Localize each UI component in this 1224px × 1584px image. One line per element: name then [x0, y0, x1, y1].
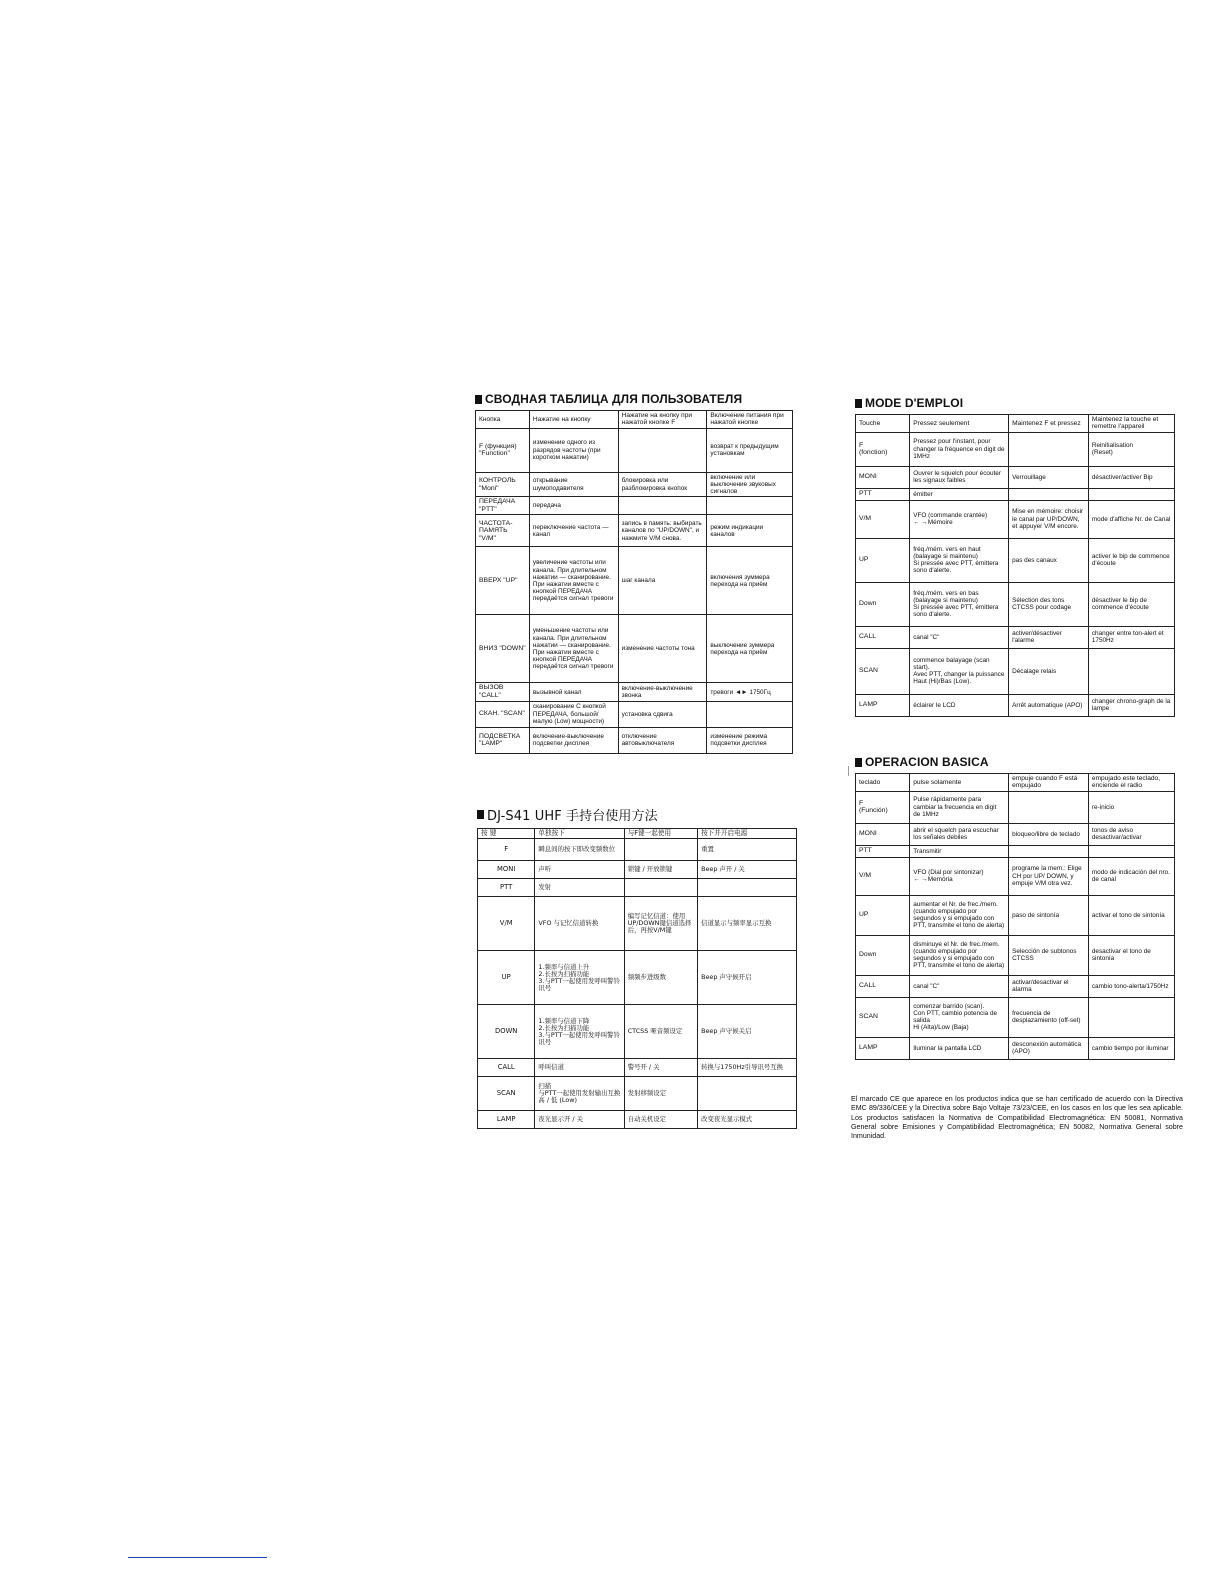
column-header: Maintenez F et pressez — [1009, 415, 1089, 433]
table-cell: activer/désactiver l'alarme — [1009, 626, 1089, 648]
column-header: 与F键一起使用 — [624, 829, 697, 839]
table-cell: уменьшение частоты или канала. При длительном нажатии — сканирование. При нажатии вместе с кнопкой ПЕРЕДАЧА передаётся сигнал тревоги — [529, 615, 618, 683]
key-name-cell: CALL — [856, 626, 910, 648]
key-name-cell: F (Función) — [856, 791, 910, 823]
table-cell: изменение одного из разрядов частоты (при коротком нажатии) — [529, 428, 618, 472]
key-name-cell: CALL — [856, 975, 910, 997]
table-cell — [618, 428, 707, 472]
table-cell — [1009, 845, 1089, 857]
key-name-cell: DOWN — [478, 1005, 535, 1059]
table-cell — [707, 497, 793, 515]
column-header: Включение питания при нажатой кнопке — [707, 411, 793, 429]
table-cell: éclairer le LCD — [910, 694, 1009, 716]
table-cell: 频频步进级数 — [624, 951, 697, 1005]
square-bullet-icon — [855, 399, 862, 408]
key-name-cell: LAMP — [856, 694, 910, 716]
table-cell: Reinitialisation (Reset) — [1088, 432, 1174, 466]
key-name-cell: SCAN — [856, 997, 910, 1037]
table-cell: paso de sintonía — [1009, 895, 1089, 935]
table-row — [856, 488, 1175, 500]
table-cell — [1088, 648, 1174, 694]
table-cell: cambio tiempo por iluminar — [1088, 1037, 1174, 1059]
table-cell: Beep 声守候开启 — [698, 951, 797, 1005]
header-row — [476, 411, 793, 429]
table-row — [478, 1059, 797, 1077]
table-cell: 发射移频设定 — [624, 1077, 697, 1111]
table-row — [856, 582, 1175, 626]
table-cell: 锁键 / 开放锁键 — [624, 861, 697, 879]
key-name-cell: MONI — [856, 466, 910, 488]
table-cell: desactivar el tono de sintonía — [1088, 935, 1174, 975]
table-cell — [624, 879, 697, 897]
key-name-cell: ПОДСВЕТКА "LAMP" — [476, 727, 530, 753]
french-title-text: MODE D'EMPLOI — [865, 396, 964, 410]
table-cell: fréq./mém. vers en haut (balayage si maintenu) Si pressée avec PTT, émittera sono d'alerte. — [910, 538, 1009, 582]
key-name-cell: PTT — [856, 488, 910, 500]
key-name-cell: V/M — [478, 897, 535, 951]
table-row — [476, 497, 793, 515]
table-cell: Mise en mémoire: choisir le canal par UP/DOWN, et appuyer V/M encore. — [1009, 500, 1089, 538]
table-cell: re-inicio — [1088, 791, 1174, 823]
table-cell: pas des canaux — [1009, 538, 1089, 582]
table-row — [478, 839, 797, 861]
table-row — [856, 845, 1175, 857]
column-header: Кнопка — [476, 411, 530, 429]
table-cell: отключение автовыключателя — [618, 727, 707, 753]
column-header: Touche — [856, 415, 910, 433]
table-cell: abrir el squelch para escuchar los señales debiles — [910, 823, 1009, 845]
table-cell: tonos de aviso desactivar/activar — [1088, 823, 1174, 845]
table-row — [476, 615, 793, 683]
table-row — [856, 997, 1175, 1037]
key-name-cell: СКАН. "SCAN" — [476, 701, 530, 727]
key-name-cell: F (функция) "Function" — [476, 428, 530, 472]
table-row — [476, 472, 793, 497]
table-cell: mode d'affiche Nr. de Canal — [1088, 500, 1174, 538]
table-cell: включения зуммера перехода на приём — [707, 547, 793, 615]
column-header: Нажатие на кнопку — [529, 411, 618, 429]
table-cell: fréq./mém. vers en bas (balayage si maintenu) Si pressée avec PTT, émittera sono d'alerte. — [910, 582, 1009, 626]
table-row — [856, 648, 1175, 694]
table-cell: désactiver/activer Bip — [1088, 466, 1174, 488]
table-row — [856, 1037, 1175, 1059]
table-cell: disminuye el Nr. de frec./mem. (cuando empujado por segundos y si empujado con PTT, transmite el tono de alerta) — [910, 935, 1009, 975]
table-cell: передача — [529, 497, 618, 515]
table-cell: возврат к предыдущим установкам — [707, 428, 793, 472]
table-cell: режим индикации каналов — [707, 515, 793, 547]
table-cell — [1088, 845, 1174, 857]
key-name-cell: ПЕРЕДАЧА "PTT" — [476, 497, 530, 515]
table-cell: bloqueo/libre de teclado — [1009, 823, 1089, 845]
table-row — [476, 727, 793, 753]
table-cell: 改变夜光显示模式 — [698, 1111, 797, 1129]
french-table — [855, 414, 1175, 717]
chinese-title — [477, 805, 797, 824]
table-cell: тревоги ◄► 1750Гц — [707, 683, 793, 701]
key-name-cell: Down — [856, 935, 910, 975]
table-row — [856, 500, 1175, 538]
table-cell: открывание шумоподавителя — [529, 472, 618, 497]
key-name-cell: UP — [856, 895, 910, 935]
table-cell: 重置 — [698, 839, 797, 861]
key-name-cell: PTT — [478, 879, 535, 897]
table-cell: блокировка или разблокировка кнопок — [618, 472, 707, 497]
table-cell: Ouvrer le squelch pour écouter les signaux faibles — [910, 466, 1009, 488]
table-cell: émitter — [910, 488, 1009, 500]
key-name-cell: КОНТРОЛЬ "Moni" — [476, 472, 530, 497]
table-cell: Sélection des tons CTCSS pour codage — [1009, 582, 1089, 626]
russian-title — [475, 392, 793, 406]
table-row — [476, 701, 793, 727]
table-cell — [1009, 791, 1089, 823]
table-cell: Beep 声守候关启 — [698, 1005, 797, 1059]
table-cell: VFO (commande crantée) ← →Mémoire — [910, 500, 1009, 538]
header-row — [856, 774, 1175, 792]
key-name-cell: ЧАСТОТА-ПАМЯТЬ "V/M" — [476, 515, 530, 547]
table-row — [856, 432, 1175, 466]
table-cell: Beep 声开 / 关 — [698, 861, 797, 879]
spanish-table-header — [856, 774, 1175, 792]
table-cell: 呼叫信道 — [535, 1059, 624, 1077]
spanish-title — [855, 755, 1175, 769]
table-cell: Pressez pour l'instant, pour changer la fréquence en digit de 1MHz — [910, 432, 1009, 466]
french-title — [855, 396, 1175, 410]
table-row — [856, 857, 1175, 895]
footer-link-line — [128, 1557, 267, 1558]
russian-title-text: СВОДНАЯ ТАБЛИЦА ДЛЯ ПОЛЬЗОВАТЕЛЯ — [485, 392, 743, 406]
header-row — [478, 829, 797, 839]
table-cell: шаг канала — [618, 547, 707, 615]
chinese-table-body — [478, 839, 797, 1129]
table-row — [856, 895, 1175, 935]
table-cell: VFO 与记忆信道转换 — [535, 897, 624, 951]
table-row — [856, 626, 1175, 648]
key-name-cell: F — [478, 839, 535, 861]
column-header: 按下并开启电源 — [698, 829, 797, 839]
table-row — [478, 897, 797, 951]
table-cell: 瞬息间的按下即改变频数位 — [535, 839, 624, 861]
spanish-table-body — [856, 791, 1175, 1059]
table-row — [478, 1077, 797, 1111]
table-row — [478, 861, 797, 879]
chinese-title-text: DJ-S41 UHF 手持台使用方法 — [487, 809, 658, 824]
column-header: 单独按下 — [535, 829, 624, 839]
table-cell: 信道显示与频率显示互换 — [698, 897, 797, 951]
table-row — [856, 935, 1175, 975]
table-cell: изменение режима подсветки дисплея — [707, 727, 793, 753]
table-cell: 转换与1750Hz引导讯号互换 — [698, 1059, 797, 1077]
square-bullet-icon — [475, 395, 482, 404]
table-cell: 夜光显示开 / 关 — [535, 1111, 624, 1129]
table-row — [478, 879, 797, 897]
key-name-cell: LAMP — [478, 1111, 535, 1129]
table-row — [476, 428, 793, 472]
key-name-cell: UP — [856, 538, 910, 582]
russian-table-header — [476, 411, 793, 429]
column-header: pulse solamente — [910, 774, 1009, 792]
table-cell — [1009, 488, 1089, 500]
table-cell: изменение частоты тона — [618, 615, 707, 683]
table-cell — [698, 1077, 797, 1111]
table-cell: выключение зуммера перехода на приём — [707, 615, 793, 683]
key-name-cell: UP — [478, 951, 535, 1005]
russian-table-body — [476, 428, 793, 753]
french-section — [855, 396, 1175, 717]
table-cell: comenzar barrido (scan). Con PTT, cambio potencia de salida Hi (Alta)/Low (Baja) — [910, 997, 1009, 1037]
key-name-cell: V/M — [856, 500, 910, 538]
key-name-cell: MONI — [478, 861, 535, 879]
table-row — [856, 538, 1175, 582]
key-name-cell: SCAN — [856, 648, 910, 694]
table-cell: 扫描 与PTT一起使用发射输出互换高 / 低 (Low) — [535, 1077, 624, 1111]
table-cell — [618, 497, 707, 515]
table-cell: 1.频率与信道上升 2.长按为扫描功能 3.与PTT一起使用发呼叫警铃讯号 — [535, 951, 624, 1005]
column-header: empuje cuando F está empujado — [1009, 774, 1089, 792]
key-name-cell: CALL — [478, 1059, 535, 1077]
table-cell: включение или выключение звуковых сигналов — [707, 472, 793, 497]
spanish-section — [855, 755, 1175, 1060]
table-cell: вызывной канал — [529, 683, 618, 701]
table-row — [476, 547, 793, 615]
table-row — [478, 1005, 797, 1059]
column-header: empujado este teclado, enciende el radio — [1088, 774, 1174, 792]
square-bullet-icon — [855, 758, 862, 767]
table-cell — [624, 839, 697, 861]
chinese-table — [477, 828, 797, 1129]
table-cell: включение-выключение подсветки дисплея — [529, 727, 618, 753]
table-row — [476, 683, 793, 701]
table-cell: modo de indicación del nro. de canal — [1088, 857, 1174, 895]
spanish-title-text: OPERACION BASICA — [865, 755, 989, 769]
table-cell: переключение частота — канал — [529, 515, 618, 547]
table-cell: aumentar el Nr. de frec./mem. (cuando empujado por segundos y si empujado con PTT, transmite el tono de alerta) — [910, 895, 1009, 935]
key-name-cell: PTT — [856, 845, 910, 857]
table-cell: сканирование С кнопкой ПЕРЕДАЧА, большой/малую (Low) мощности) — [529, 701, 618, 727]
table-cell: Transmitir — [910, 845, 1009, 857]
table-row — [478, 1111, 797, 1129]
table-cell: Iluminar la pantalla LCD — [910, 1037, 1009, 1059]
table-cell: установка сдвига — [618, 701, 707, 727]
french-table-body — [856, 432, 1175, 716]
table-cell: включение-выключение звонка — [618, 683, 707, 701]
table-row — [476, 515, 793, 547]
key-name-cell: ВВЕРХ "UP" — [476, 547, 530, 615]
table-cell: 1.频率与信道下降 2.长按为扫描功能 3.与PTT一起使用发呼叫警铃讯号 — [535, 1005, 624, 1059]
chinese-section — [477, 805, 797, 1129]
header-row — [856, 415, 1175, 433]
table-cell: programe la mem.: Elige CH por UP/ DOWN, y empuje V/M otra vez. — [1009, 857, 1089, 895]
table-row — [478, 951, 797, 1005]
key-name-cell: LAMP — [856, 1037, 910, 1059]
table-cell: canal "C" — [910, 626, 1009, 648]
margin-mark — [848, 766, 849, 776]
square-bullet-icon — [477, 810, 484, 819]
table-row — [856, 694, 1175, 716]
table-cell: 警号开 / 关 — [624, 1059, 697, 1077]
table-cell: canal "C" — [910, 975, 1009, 997]
key-name-cell: Down — [856, 582, 910, 626]
table-cell: запись в память: выбирать каналов по "UP/DOWN", и нажмите V/M снова. — [618, 515, 707, 547]
table-cell: desconexión automática (APO) — [1009, 1037, 1089, 1059]
russian-table — [475, 410, 793, 754]
table-row — [856, 975, 1175, 997]
table-cell: CTCSS 哑音频设定 — [624, 1005, 697, 1059]
key-name-cell: MONI — [856, 823, 910, 845]
table-cell: changer entre ton-alert et 1750Hz — [1088, 626, 1174, 648]
table-cell — [707, 701, 793, 727]
table-cell: activer le bip de commence d'écoute — [1088, 538, 1174, 582]
table-cell: activar el tono de sintonía — [1088, 895, 1174, 935]
column-header: 按 键 — [478, 829, 535, 839]
table-row — [856, 466, 1175, 488]
key-name-cell: SCAN — [478, 1077, 535, 1111]
spanish-table — [855, 773, 1175, 1060]
table-cell: 自动关机设定 — [624, 1111, 697, 1129]
table-row — [856, 791, 1175, 823]
table-cell: VFO (Dial por sintonizar) ← →Memória — [910, 857, 1009, 895]
ce-note: El marcado CE que aparece en los productos indica que se han certificado de acuerdo con la Directiva EMC 89/336/CEE y la Directiva sobre Bajo Voltaje 73/23/CEE, en los casos en los que les sea aplicable. Los productos satisfacen la Normativa de Compatibilidad Electromagnética: EN 50081, Normativa General sobre Emisiones y Compatibilidad Electromagnética; EN 50082, Normativa General sobre Inmunidad. — [851, 1095, 1183, 1141]
table-cell: Pulse rápidamente para cambiar la frecuencia en digit de 1MHz — [910, 791, 1009, 823]
chinese-table-header — [478, 829, 797, 839]
russian-section — [475, 392, 793, 754]
table-cell: Décalage relais — [1009, 648, 1089, 694]
key-name-cell: F (fonction) — [856, 432, 910, 466]
table-cell: Arrêt automatique (APO) — [1009, 694, 1089, 716]
table-cell: 发射 — [535, 879, 624, 897]
key-name-cell: ВНИЗ "DOWN" — [476, 615, 530, 683]
table-cell: 编写记忆信道：使用UP/DOWN键信道选择后，再按V/M键 — [624, 897, 697, 951]
column-header: teclado — [856, 774, 910, 792]
table-cell: 声听 — [535, 861, 624, 879]
column-header: Pressez seulement — [910, 415, 1009, 433]
table-cell: cambio tono-alerta/1750Hz — [1088, 975, 1174, 997]
table-cell: Verrouillage — [1009, 466, 1089, 488]
table-cell: frecuencia de desplazamiento (off-set) — [1009, 997, 1089, 1037]
table-cell — [1009, 432, 1089, 466]
key-name-cell: ВЫЗОВ "CALL" — [476, 683, 530, 701]
column-header: Maintenez la touche et remettre l'appareil — [1088, 415, 1174, 433]
key-name-cell: V/M — [856, 857, 910, 895]
table-cell: Selección de subtonos CTCSS — [1009, 935, 1089, 975]
table-row — [856, 823, 1175, 845]
table-cell — [698, 879, 797, 897]
table-cell: commence balayage (scan start). Avec PTT, changer la puissance Haut (Hi)/Bas (Low). — [910, 648, 1009, 694]
table-cell: changer chrono-graph de la lampe — [1088, 694, 1174, 716]
column-header: Нажатие на кнопку при нажатой кнопке F — [618, 411, 707, 429]
table-cell: activar/desactivar el alarma — [1009, 975, 1089, 997]
table-cell: désactiver le bip de commence d'écoute — [1088, 582, 1174, 626]
table-cell — [1088, 488, 1174, 500]
table-cell: увеличение частоты или канала. При длительном нажатии — сканирование. При нажатии вместе с кнопкой ПЕРЕДАЧА передаётся сигнал тревоги — [529, 547, 618, 615]
french-table-header — [856, 415, 1175, 433]
table-cell — [1088, 997, 1174, 1037]
